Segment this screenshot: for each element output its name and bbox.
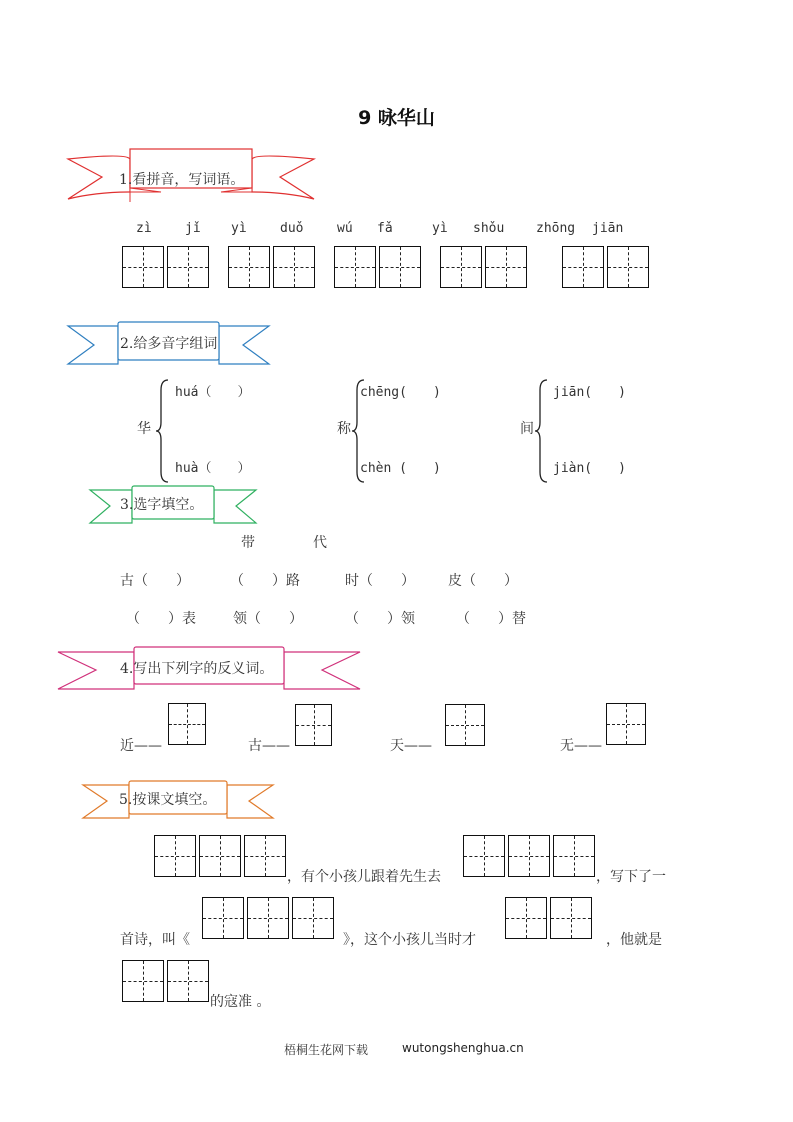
- passage-text: ，有个小孩儿跟着先生去: [287, 869, 441, 885]
- pinyin: duǒ: [280, 221, 304, 236]
- writing-box[interactable]: [199, 835, 241, 877]
- writing-box[interactable]: [122, 960, 164, 1002]
- pinyin: yì: [432, 221, 448, 236]
- passage-text: ，他就是: [606, 932, 662, 948]
- writing-box[interactable]: [295, 704, 332, 746]
- fill-blank[interactable]: 领（ ）: [233, 611, 303, 627]
- pinyin: shǒu: [473, 221, 505, 236]
- polyphone-char: 称: [337, 421, 351, 437]
- writing-box[interactable]: [606, 703, 646, 745]
- section-4-banner: [56, 646, 362, 692]
- brace-icon: [155, 378, 169, 484]
- writing-box[interactable]: [379, 246, 421, 288]
- reading: huá（ ）: [175, 385, 251, 400]
- choice-char: 带: [241, 535, 255, 551]
- writing-box[interactable]: [202, 897, 244, 939]
- reading: chèn ( ): [360, 461, 441, 476]
- writing-box[interactable]: [154, 835, 196, 877]
- choice-char: 代: [313, 535, 327, 551]
- page-title: 9 咏华山: [358, 107, 435, 129]
- section-2-banner: [66, 320, 271, 368]
- writing-box[interactable]: [244, 835, 286, 877]
- writing-box[interactable]: [167, 960, 209, 1002]
- reading: jiàn( ): [553, 461, 626, 476]
- section-5-banner: [81, 780, 275, 820]
- pinyin: fǎ: [377, 221, 393, 236]
- section-1-banner: [66, 147, 316, 202]
- writing-box[interactable]: [228, 246, 270, 288]
- passage-text: 》，这个小孩儿当时才: [343, 932, 476, 948]
- writing-box[interactable]: [168, 703, 206, 745]
- fill-blank[interactable]: 皮（ ）: [448, 573, 518, 589]
- section-2-label: 2.给多音字组词: [120, 336, 218, 352]
- fill-blank[interactable]: （ ）替: [456, 611, 526, 627]
- section-4-label: 4.写出下列字的反义词。: [120, 661, 274, 677]
- section-5-label: 5.按课文填空。: [119, 792, 217, 808]
- fill-blank[interactable]: 时（ ）: [345, 573, 415, 589]
- writing-box[interactable]: [553, 835, 595, 877]
- writing-box[interactable]: [167, 246, 209, 288]
- writing-box[interactable]: [508, 835, 550, 877]
- pinyin: jǐ: [185, 221, 201, 236]
- writing-box[interactable]: [122, 246, 164, 288]
- reading: jiān( ): [553, 385, 626, 400]
- antonym-prompt: 无——: [560, 738, 602, 754]
- footer-url[interactable]: wutongshenghua.cn: [402, 1041, 524, 1055]
- fill-blank[interactable]: （ ）领: [345, 611, 415, 627]
- pinyin: zhōng: [536, 221, 576, 236]
- writing-box[interactable]: [247, 897, 289, 939]
- passage-text: 的寇准 。: [210, 994, 271, 1010]
- section-3-label: 3.选字填空。: [120, 497, 204, 513]
- writing-box[interactable]: [463, 835, 505, 877]
- writing-box[interactable]: [445, 704, 485, 746]
- pinyin: wú: [337, 221, 353, 236]
- section-1-label: 1.看拼音，写词语。: [119, 172, 245, 188]
- pinyin: zì: [136, 221, 152, 236]
- antonym-prompt: 天——: [390, 738, 432, 754]
- passage-text: ，写下了一: [596, 869, 666, 885]
- antonym-prompt: 近——: [120, 738, 162, 754]
- writing-box[interactable]: [273, 246, 315, 288]
- fill-blank[interactable]: （ ）表: [126, 611, 196, 627]
- section-3-banner: [88, 485, 258, 525]
- writing-box[interactable]: [440, 246, 482, 288]
- antonym-prompt: 古——: [248, 738, 290, 754]
- reading: chēng( ): [360, 385, 441, 400]
- writing-box[interactable]: [505, 897, 547, 939]
- writing-box[interactable]: [562, 246, 604, 288]
- fill-blank[interactable]: （ ）路: [230, 573, 300, 589]
- polyphone-char: 间: [520, 421, 534, 437]
- reading: huà（ ）: [175, 461, 251, 476]
- brace-icon: [534, 378, 548, 484]
- footer-site-name: 梧桐生花网下载: [284, 1043, 369, 1057]
- fill-blank[interactable]: 古（ ）: [120, 573, 190, 589]
- pinyin: yì: [231, 221, 247, 236]
- writing-box[interactable]: [607, 246, 649, 288]
- writing-box[interactable]: [485, 246, 527, 288]
- passage-text: 首诗，叫《: [120, 932, 190, 948]
- polyphone-char: 华: [137, 421, 151, 437]
- writing-box[interactable]: [292, 897, 334, 939]
- writing-box[interactable]: [334, 246, 376, 288]
- pinyin: jiān: [592, 221, 624, 236]
- writing-box[interactable]: [550, 897, 592, 939]
